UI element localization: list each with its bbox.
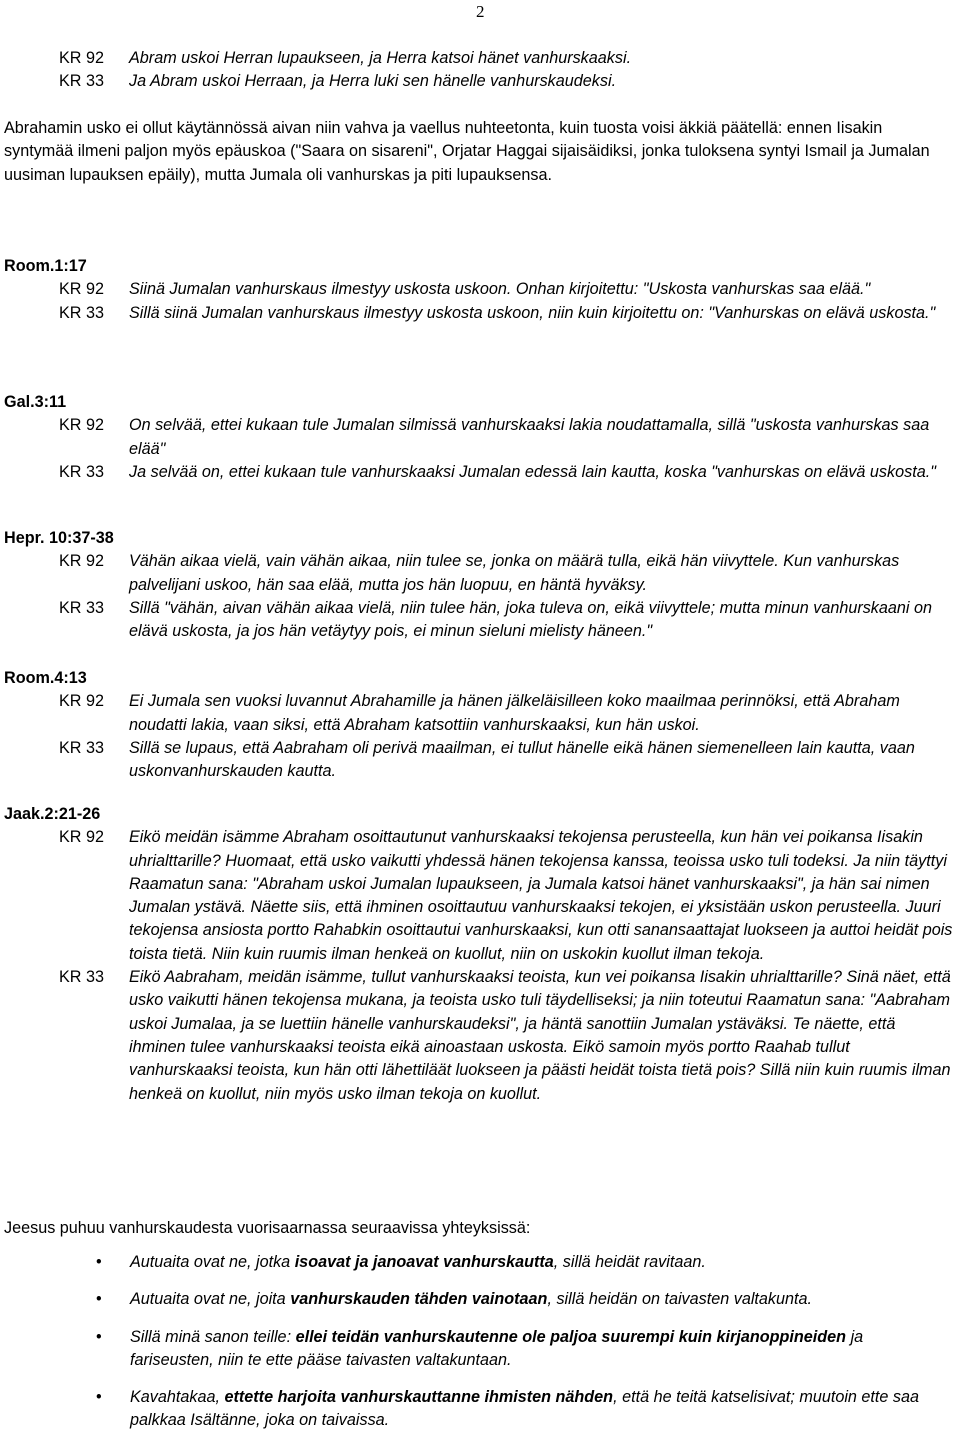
bullet-emphasis: vanhurskauden tähden vainotaan	[290, 1290, 548, 1309]
bullet-text: , sillä heidät ravitaan.	[553, 1253, 706, 1271]
scripture-reference: Jaak.2:21-26	[4, 805, 101, 823]
verse-text: On selvää, ettei kukaan tule Jumalan silmissä vanhurskaaksi lakia noudattamalla, sillä "uskosta vanhurskas saa elää"	[129, 416, 930, 458]
scripture-reference: Hepr. 10:37-38	[4, 529, 114, 547]
list-item	[0, 1326, 960, 1373]
bullet-emphasis: ellei teidän vanhurskautenne ole paljoa suurempi kuin kirjanoppineiden	[295, 1327, 847, 1346]
list-item	[0, 1251, 960, 1274]
version-label: KR 92	[59, 416, 104, 435]
verse-text: Sillä siinä Jumalan vanhurskaus ilmestyy uskosta uskoon, niin kuin kirjoitettu on: "Vanhurskas on elävä uskosta."	[129, 303, 936, 322]
verse-text: Ja selvää on, ettei kukaan tule vanhurskaaksi Jumalan edessä lain kautta, koska "vanhurskas on elävä uskosta."	[129, 462, 936, 481]
version-label: KR 33	[59, 462, 104, 481]
verse-row	[0, 597, 960, 644]
bullet-text: , että he teitä katselisivat; muutoin ette saa palkkaa Isältänne, joka on taivaissa.	[130, 1388, 920, 1430]
version-label: KR 92	[59, 692, 104, 711]
version-label: KR 33	[59, 968, 104, 987]
version-label: KR 33	[59, 598, 104, 617]
version-label: KR 33	[59, 72, 104, 91]
sermon-bullet-list	[0, 1251, 960, 1447]
verse-text: Ja Abram uskoi Herraan, ja Herra luki sen hänelle vanhurskaudeksi.	[129, 72, 617, 91]
version-label: KR 92	[59, 828, 104, 847]
bullet-text: ja fariseusten, niin te ette pääse taivasten valtakuntaan.	[130, 1327, 864, 1369]
verse-row	[0, 966, 960, 1106]
section-hepr-10-37	[0, 527, 960, 643]
verse-row	[0, 70, 960, 93]
bullet-text: , sillä heidän on taivasten valtakunta.	[547, 1290, 813, 1309]
section-room-4-13	[0, 667, 960, 783]
verse-text: Sillä se lupaus, että Aabraham oli perivä maailman, ei tullut hänelle eikä hänen siemenelleen lain kautta, vaan uskonvanhurskauden kautta.	[129, 738, 915, 781]
version-label: KR 92	[59, 280, 104, 299]
verse-text: Vähän aikaa vielä, vain vähän aikaa, niin tulee se, jonka on määrä tulla, eikä hän viivyttele. Kun vanhurskas palvelijani uskoo, hän saa elää, mutta jos hän luopuu, en häntä hyväksy.	[129, 552, 900, 594]
sermon-intro: Jeesus puhuu vanhurskaudesta vuorisaarnassa seuraavissa yhteyksissä:	[4, 1219, 531, 1237]
verse-text: Eikö Aabraham, meidän isämme, tullut vanhurskaaksi teoista, kun vei poikansa Iisakin uhrialttarille? Sinä näet, että usko vaikutti hänen tekojensa mukana, ja teoista usko tuli täydelliseksi; ja niin toteutui Raamatun sana: "Aabraham uskoi Jumalaa, ja se luettiin hänelle vanhurskaudeksi", ja häntä sanottiin Jumalan ystäväksi. Te näette, että ihminen tulee vanhurskaaksi teoista eikä ainoastaan uskosta. Eikö samoin myös portto Raahab tullut vanhurskaaksi teoista, kun hän otti lähettiläät luokseen ja päästi heidät toista tietä pois? Sillä niin kuin ruumis ilman henkeä on kuollut, niin myös usko ilman tekoja on kuollut.	[129, 968, 951, 1103]
verse-text: Eikö meidän isämme Abraham osoittautunut vanhurskaaksi tekojensa perusteella, kun hän vei poikansa Iisakin uhrialttarille? Huomaat, että usko vaikutti yhdessä hänen tekojensa kanssa, teoissa usko tuli todeksi. Ja niin täyttyi Raamatun sana: "Abraham uskoi Jumalan lupaukseen, ja Jumala katsoi hänet vanhurskaaksi", ja hän sai nimen Jumalan ystävä. Näette siis, että ihminen osoittautuu vanhurskaaksi tekojen, ei yksistään uskon perusteella. Juuri tekojensa ansiosta portto Rahabkin osoittautui vanhurskaaksi, kun otti sanansaattajat luokseen ja auttoi heidät pois toista tietä. Niin kuin ruumis ilman henkeä on kuollut, niin on uskokin kuollut ilman tekoja.	[129, 828, 953, 963]
verse-row	[0, 414, 960, 461]
list-item	[0, 1386, 960, 1433]
verse-text: Abram uskoi Herran lupaukseen, ja Herra katsoi hänet vanhurskaaksi.	[129, 49, 632, 67]
list-item	[0, 1288, 960, 1311]
bullet-emphasis: ettette harjoita vanhurskauttanne ihmisten nähden	[224, 1388, 614, 1407]
verse-row	[0, 826, 960, 966]
bullet-text: Autuaita ovat ne, jotka	[130, 1253, 295, 1271]
verse-text: Sillä "vähän, aivan vähän aikaa vielä, niin tulee hän, joka tuleva on, eikä viivyttele; mutta minun vanhurskaani on elävä uskosta, ja jos hän vetäytyy pois, ei minun sieluni mielisty häneen."	[129, 598, 933, 641]
section-room-1-17	[0, 255, 960, 325]
verse-text: Ei Jumala sen vuoksi luvannut Abrahamille ja hänen jälkeläisilleen koko maailmaa perinnöksi, että Abraham noudatti lakia, vaan siksi, että Abraham katsottiin vanhurskaaksi, kun hän uskoi.	[129, 692, 900, 734]
version-label: KR 92	[59, 49, 104, 67]
verse-row	[0, 550, 960, 597]
bullet-text: Sillä minä sanon teille:	[130, 1327, 296, 1346]
verse-row	[0, 737, 960, 784]
version-label: KR 33	[59, 303, 104, 322]
version-label: KR 92	[59, 552, 104, 571]
section-jaak-2-21	[0, 803, 960, 1106]
verse-row	[0, 47, 960, 70]
bullet-emphasis: isoavat ja janoavat vanhurskautta	[294, 1253, 554, 1271]
page-number: 2	[476, 2, 485, 21]
version-label: KR 33	[59, 738, 104, 757]
verse-text: Siinä Jumalan vanhurskaus ilmestyy uskosta uskoon. Onhan kirjoitettu: "Uskosta vanhurskas saa elää."	[129, 280, 871, 299]
verse-row	[0, 461, 960, 484]
bullet-text: Kavahtakaa,	[130, 1388, 225, 1407]
bullet-text: Autuaita ovat ne, joita	[130, 1290, 291, 1309]
verse-row	[0, 278, 960, 301]
commentary-paragraph: Abrahamin usko ei ollut käytännössä aivan niin vahva ja vaellus nuhteetonta, kuin tuosta voisi äkkiä päätellä: ennen Iisakin syntymää ilmeni paljon myös epäuskoa ("Saara on sisareni", Orjatar Haggai sijaisäidiksi, jonka tuloksena syntyi Ismail ja Jumalan uusiman lupauksen epäily), mutta Jumala oli vanhurskas ja piti lupauksensa.	[4, 119, 930, 184]
section-gal-3-11	[0, 391, 960, 484]
verse-row	[0, 690, 960, 737]
verse-row	[0, 302, 960, 325]
scripture-reference: Gal.3:11	[4, 393, 67, 411]
scripture-reference: Room.1:17	[4, 257, 87, 275]
intro-verses	[0, 47, 960, 94]
scripture-reference: Room.4:13	[4, 669, 87, 687]
